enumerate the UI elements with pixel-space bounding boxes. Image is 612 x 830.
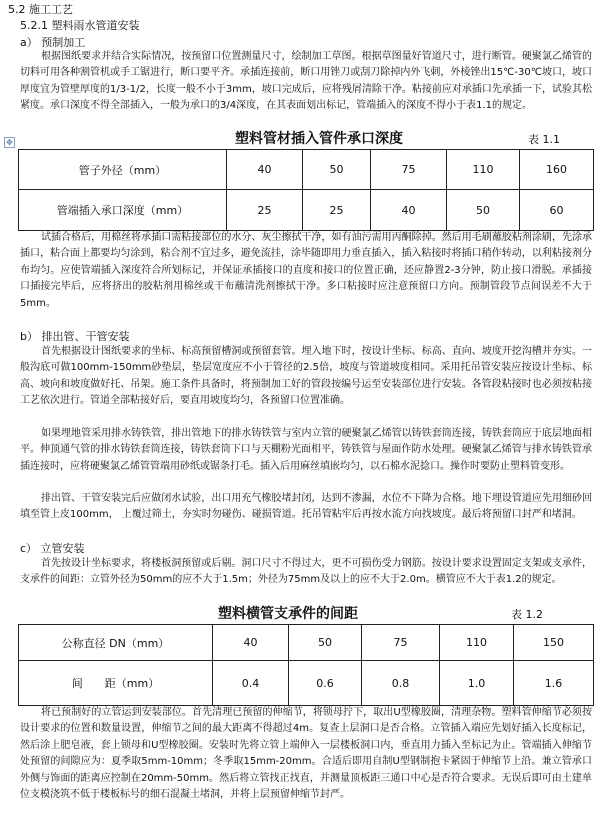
paragraph-cast-iron: 如果埋地管采用排水铸铁管，排出管地下的排水铸铁管与室内立管的硬聚氯乙烯管以铸铁套筒连接，铸铁套筒应于底层地面相平。伸顶通气管的排水铸铁套筒连接，铸铁套筒下口与天棚粉光面相平，铸铁管与屋面作防水处理。硬聚氯乙烯管与排水铸铁管承插连接时，应将硬聚氯乙烯管管端用砂纸或锯条打毛。插入后用麻丝填嵌均匀，以石棉水泥捻口。操作时要防止塑料管变形。 (20, 428, 592, 472)
table1-cell: 50 (303, 150, 371, 190)
heading-b: b） 排出管、干管安装 (20, 330, 130, 343)
table2-number: 表 1.2 (511, 608, 543, 621)
table1-cell: 60 (520, 190, 594, 231)
paragraph-riser-install: 将已预制好的立管运到安装部位。首先清理已预留的伸缩节，将锁母拧下，取出U型橡胶圈，清理杂物。塑料管伸缩节必须按设计要求的位置和数量设置，伸缩节之间的最大距离不得超过4m。复查上层洞口是否合格。立管插入端应先划好插入长度标记，然后涂上肥皂液，套上锁母和U型橡胶圈。安装时先将立管上端伸入一层楼板洞口内，垂直用力插入至标记为止。管端插入伸缩节处预留的间隙应为：夏季取5mm-10mm；冬季取15mm-20mm。合适后即用自制U型钢制抱卡紧固于伸缩节上沿。兼立管承口外侧与饰面的距离应控制在20mm-50mm。然后将立管找正找直，并测量顶板距三通口中心是否符合要求。无误后即可由土建单位支模浇筑不低于楼板标号的细石混凝土堵洞，并将上层预留伸缩节封严。 (20, 707, 592, 801)
table1-cell: 40 (227, 150, 303, 190)
table1 (18, 149, 594, 231)
paragraph-bonding: 试插合格后，用棉丝将承插口需粘接部位的水分、灰尘擦拭干净，如有油污需用丙酮除掉。然后用毛刷蘸胶粘剂涂刷，先涂承插口，粘合面上都要均匀涂到，粘合剂不宜过多，避免流挂，涂毕随即用力垂直插入，插入粘接时将插口稍作转动，以利粘接剂分布均匀。应使管端插入深度符合所划标记，并保证承插接口的直度和接口的位置正确，还应静置2-3分钟，防止接口滑脱。承插接口插接完毕后，应将挤出的胶粘剂用棉丝或干布蘸清洗剂擦拭干净。多口粘接时应注意预留口方向。预制管段节点间误差不大于5mm。 (20, 232, 592, 309)
table2-cell: 0.4 (213, 661, 289, 706)
paragraph-closed-water-test: 排出管、干管安装完后应做闭水试验，出口用充气橡胶堵封闭，达到不渗漏，水位不下降为合格。地下埋设管道应先用细砂回填至管上皮100mm， 上覆过筛土，夯实时勿碰伤、碰损管道。托吊管粘牢后再按水流方向找坡度。最后将预留口封严和堵洞。 (20, 493, 592, 521)
table1-row-header: 管子外径（mm） (19, 150, 227, 190)
paragraph-riser-support: 首先按设计坐标要求，将楼板洞预留或后剔。洞口尺寸不得过大，更不可损伤受力钢筋。按设计要求设置固定支架或支承件，支承件的间距：立管外径为50mm的应不大于1.5m；外径为75mm及以上的应不大于2.0m。横管应不大于表1.2的规定。 (20, 558, 592, 586)
table2-cell: 1.0 (440, 661, 514, 706)
table1-cell: 50 (447, 190, 520, 231)
paragraph-outlet-pipe: 首先根据设计图纸要求的坐标、标高预留槽洞或预留套管。埋入地下时，按设计坐标、标高、直向、坡度开挖沟槽并夯实。一般沟底可做100mm-150mm砂垫层，垫层宽度应不小于管径的2.5倍，坡度与管道坡度相同。采用托吊管安装应按设计坐标、标高、坡向和坡度做好托、吊架。施工条件具备时，将预制加工好的管段按编号运至安装部位进行安装。各管段粘接时也必须按粘接工艺依次进行。管道全部粘接好后，要直用坡度均匀，各预留口位置准确。 (20, 346, 592, 407)
table2-cell: 50 (289, 625, 362, 661)
table1-row-header: 管端插入承口深度（mm） (19, 190, 227, 231)
section-heading: 5.2 施工工艺 (8, 3, 73, 16)
table1-cell: 25 (303, 190, 371, 231)
table1-cell: 110 (447, 150, 520, 190)
table2-caption: 塑料横管支承件的间距 (218, 606, 358, 622)
move-anchor-icon[interactable]: ✥ (4, 137, 15, 148)
subsection-heading: 5.2.1 塑料雨水管道安装 (20, 19, 140, 32)
table1-cell: 40 (371, 190, 447, 231)
table1-cell: 25 (227, 190, 303, 231)
table1-cell: 160 (520, 150, 594, 190)
paragraph-prefab: 根据图纸要求并结合实际情况，按预留口位置测量尺寸，绘制加工草图。根据草图量好管道尺寸，进行断管。硬聚氯乙烯管的切料可用各种割管机或手工锯进行，断口要平齐。承插连接前，断口用锉刀或刮刀除掉内外飞刺，外棱锉出15℃-30℃坡口，坡口厚度宜为管壁厚度的1/3-1/2，长度一般不小于3mm，坡口完成后，应将残屑清除干净。粘接前应对承插口先承插一下，试验其松紧度。承口深度不得全部插入，一般为承口的3/4深度，在其表面划出标记，管端插入的深度不得小于表1.1的规定。 (20, 51, 592, 112)
table1-row-depth (19, 190, 594, 231)
table2-row-diameter (19, 625, 594, 661)
table1-number: 表 1.1 (528, 133, 560, 146)
table1-cell: 75 (371, 150, 447, 190)
table2-cell: 1.6 (514, 661, 594, 706)
table2-cell: 0.8 (362, 661, 440, 706)
table2-cell: 110 (440, 625, 514, 661)
table1-caption: 塑料管材插入管件承口深度 (235, 131, 403, 147)
table2-row-spacing (19, 661, 594, 706)
heading-c: c） 立管安装 (20, 542, 85, 555)
table2 (18, 624, 594, 706)
table2-row-header: 间 距（mm） (19, 661, 213, 706)
table2-row-header: 公称直径 DN（mm） (19, 625, 213, 661)
table2-cell: 75 (362, 625, 440, 661)
table2-cell: 150 (514, 625, 594, 661)
table2-cell: 0.6 (289, 661, 362, 706)
table1-row-diameter (19, 150, 594, 190)
table2-cell: 40 (213, 625, 289, 661)
heading-a: a） 预制加工 (20, 36, 86, 49)
